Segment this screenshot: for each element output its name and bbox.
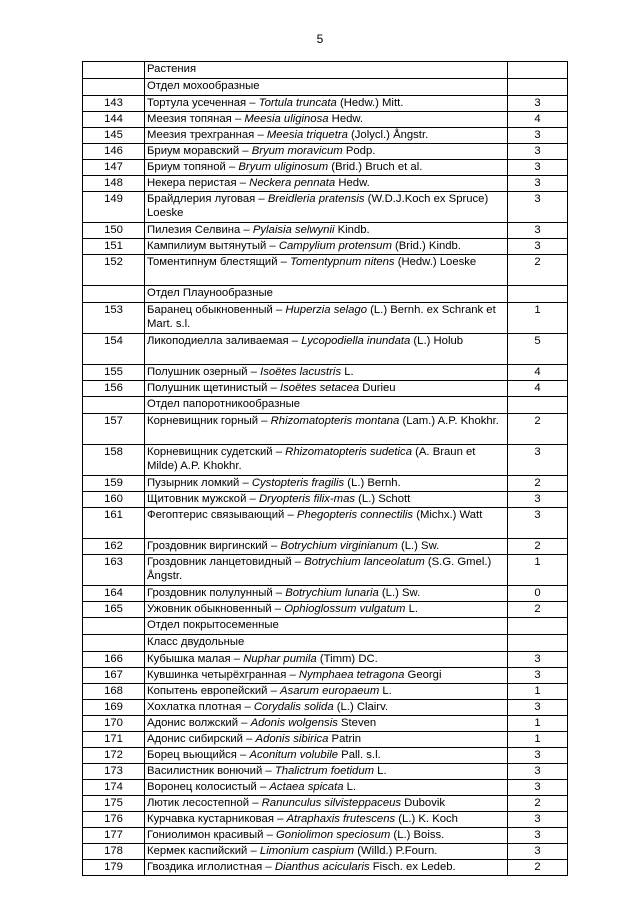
category-value: 2 [508,602,568,618]
latin-name: Bryum moravicum [251,145,343,157]
section-title [145,397,508,414]
species-name [145,748,508,764]
row-number: 173 [83,764,145,780]
category-value: 3 [508,445,568,476]
row-number: 147 [83,160,145,176]
latin-name: Tomentypnum nitens [290,256,395,268]
name-text: Меезия трехгранная – [147,129,267,141]
category-value: 2 [508,255,568,286]
table-row [83,764,568,780]
name-text: Отдел покрытосеменные [147,619,279,631]
species-name [145,780,508,796]
species-name [145,223,508,239]
row-number [83,397,145,414]
latin-name: Rhizomatopteris montana [270,415,400,427]
name-text: (Lam.) A.P. Khokhr. [399,415,499,427]
name-text: (Jolycl.) Ångstr. [347,129,429,141]
latin-name: Bryum uliginosum [238,161,329,173]
category-value: 1 [508,684,568,700]
species-name [145,239,508,255]
name-text: Томентипнум блестящий – [147,256,291,268]
name-text: Бриум моравский – [147,145,252,157]
category-value [508,286,568,303]
species-name [145,160,508,176]
latin-name: Botrychium lanceolatum [304,556,425,568]
name-text: (S.G. Gmel.) Ångstr. [147,556,492,582]
species-name [145,445,508,476]
name-text: Hedw. [328,113,364,125]
row-number: 158 [83,445,145,476]
name-text: L. [374,765,387,777]
name-text: Лютик лесостепной – [147,797,262,809]
name-text: (Michx.) Watt [413,509,483,521]
name-text: Фегоптерис связывающий – [147,509,297,521]
row-number: 151 [83,239,145,255]
species-name [145,860,508,876]
category-value: 1 [508,555,568,586]
species-name [145,828,508,844]
table-row [83,844,568,860]
species-name [145,812,508,828]
category-value: 3 [508,239,568,255]
table-row [83,239,568,255]
latin-name: Actaea spicata [269,781,344,793]
row-number: 146 [83,144,145,160]
name-text: Гвоздика иглолистная – [147,861,275,873]
category-value: 2 [508,539,568,555]
category-value: 3 [508,812,568,828]
name-text: Пилезия Селвина – [147,224,253,236]
category-value: 5 [508,334,568,365]
table-row [83,365,568,381]
row-number: 171 [83,732,145,748]
name-text: Отдел мохообразные [147,80,260,92]
name-text: Борец вьющийся – [147,749,250,761]
latin-name: Goniolimon speciosum [276,829,391,841]
row-number: 176 [83,812,145,828]
name-text: Корневищник судетский – [147,446,286,458]
latin-name: Meesia triquetra [266,129,348,141]
name-text: (L.) Holub [410,335,464,347]
name-text: Василистник вонючий – [147,765,275,777]
latin-name: Limonium caspium [259,845,355,857]
name-text: (L.) Schott [355,493,411,505]
name-text: L. [379,685,392,697]
species-name [145,192,508,223]
row-number: 168 [83,684,145,700]
name-text: Podp. [342,145,376,157]
name-text: Гроздовник виргинский – [147,540,281,552]
row-number: 177 [83,828,145,844]
row-number: 174 [83,780,145,796]
species-name [145,555,508,586]
table-row [83,586,568,602]
species-name [145,96,508,112]
table-row [83,128,568,144]
category-value [508,635,568,652]
category-value: 3 [508,652,568,668]
section-header-row [83,79,568,96]
table-row [83,255,568,286]
category-value: 3 [508,844,568,860]
category-value: 3 [508,128,568,144]
category-value: 4 [508,381,568,397]
table-row [83,539,568,555]
name-text: Hedw. [335,177,370,189]
category-value: 2 [508,860,568,876]
name-text: (Brid.) Bruch et al. [328,161,423,173]
name-text: Гроздовник полулунный – [147,587,286,599]
row-number: 178 [83,844,145,860]
latin-name: Breidleria pratensis [267,193,365,205]
name-text: (L.) Clairv. [333,701,389,713]
latin-name: Botrychium virginianum [280,540,398,552]
name-text: (L.) Bernh. ex Schrank et Mart. s.l. [147,304,496,330]
species-name [145,112,508,128]
name-text: Меезия топяная – [147,113,245,125]
latin-name: Thalictrum foetidum [274,765,375,777]
species-name [145,732,508,748]
name-text: Fisch. ex Ledeb. [369,861,456,873]
table-row [83,860,568,876]
latin-name: Adonis sibirica [255,733,329,745]
name-text: L. [341,366,354,378]
category-value: 3 [508,780,568,796]
species-name [145,414,508,445]
category-value: 3 [508,176,568,192]
row-number: 161 [83,508,145,539]
latin-name: Meesia uliginosa [244,113,329,125]
name-text: Бриум топяной – [147,161,239,173]
name-text: Kindb. [334,224,370,236]
species-name [145,539,508,555]
name-text: Steven [337,717,377,729]
species-name [145,684,508,700]
table-row [83,192,568,223]
name-text: Durieu [359,382,396,394]
name-text: Растения [147,63,197,75]
category-value: 3 [508,828,568,844]
table-row [83,780,568,796]
table-row [83,223,568,239]
category-value: 3 [508,508,568,539]
latin-name: Adonis wolgensis [250,717,338,729]
latin-name: Dryopteris filix-mas [258,493,356,505]
name-text: Хохлатка плотная – [147,701,254,713]
row-number: 170 [83,716,145,732]
row-number: 159 [83,476,145,492]
row-number [83,62,145,79]
latin-name: Neckera pennata [249,177,336,189]
section-header-row [83,635,568,652]
latin-name: Pylaisia selwynii [252,224,335,236]
row-number: 152 [83,255,145,286]
table-row [83,684,568,700]
table-row [83,492,568,508]
species-name [145,144,508,160]
latin-name: Isoëtes lacustris [260,366,342,378]
table-row [83,508,568,539]
category-value: 3 [508,668,568,684]
name-text: Баранец обыкновенный – [147,304,286,316]
name-text: Копытень европейский – [147,685,281,697]
row-number: 154 [83,334,145,365]
latin-name: Botrychium lunaria [285,587,379,599]
name-text: Patrin [328,733,362,745]
name-text: Pall. s.l. [338,749,381,761]
name-text: Адонис сибирский – [147,733,256,745]
row-number: 166 [83,652,145,668]
species-name [145,334,508,365]
row-number: 157 [83,414,145,445]
name-text: Georgi [404,669,442,681]
species-name [145,381,508,397]
name-text: Ужовник обыкновенный – [147,603,285,615]
table-row [83,716,568,732]
category-value [508,79,568,96]
row-number: 164 [83,586,145,602]
section-title [145,635,508,652]
section-header-row [83,618,568,635]
section-header-row [83,397,568,414]
category-value: 3 [508,492,568,508]
name-text: (Hedw.) Mitt. [336,97,404,109]
category-value: 1 [508,716,568,732]
row-number: 144 [83,112,145,128]
table-row [83,796,568,812]
species-name [145,764,508,780]
category-value: 1 [508,732,568,748]
name-text: (L.) Boiss. [390,829,445,841]
row-number: 145 [83,128,145,144]
table-row [83,602,568,618]
category-value: 3 [508,192,568,223]
latin-name: Huperzia selago [285,304,367,316]
species-table-body [83,62,568,876]
category-value: 2 [508,796,568,812]
table-row [83,303,568,334]
species-name [145,255,508,286]
row-number: 169 [83,700,145,716]
latin-name: Nymphaea tetragona [298,669,405,681]
name-text: Кувшинка четырёхгранная – [147,669,299,681]
name-text: Полушник озерный – [147,366,261,378]
latin-name: Ranunculus silvisteppaceus [261,797,402,809]
species-name [145,128,508,144]
row-number [83,635,145,652]
name-text: (Brid.) Kindb. [391,240,461,252]
name-text: (L.) Bernh. [344,477,401,489]
row-number [83,618,145,635]
species-name [145,176,508,192]
name-text: Брайдлерия луговая – [147,193,268,205]
species-name [145,586,508,602]
name-text: (L.) K. Koch [395,813,458,825]
species-name [145,668,508,684]
species-table [82,61,568,876]
name-text: Отдел Плаунообразные [147,287,273,299]
table-row [83,555,568,586]
name-text: Гониолимон красивый – [147,829,277,841]
section-title [145,618,508,635]
table-row [83,381,568,397]
name-text: Ликоподиелла заливаемая – [147,335,302,347]
category-value: 1 [508,303,568,334]
category-value: 4 [508,112,568,128]
species-name [145,492,508,508]
row-number: 179 [83,860,145,876]
name-text: (Timm) DC. [316,653,378,665]
table-row [83,476,568,492]
name-text: Тортула усеченная – [147,97,259,109]
category-value: 3 [508,96,568,112]
category-value [508,618,568,635]
latin-name: Phegopteris connectilis [296,509,414,521]
row-number: 148 [83,176,145,192]
row-number: 149 [83,192,145,223]
table-row [83,445,568,476]
row-number [83,79,145,96]
name-text: (L.) Sw. [397,540,440,552]
table-row [83,96,568,112]
table-row [83,668,568,684]
latin-name: Tortula truncata [258,97,337,109]
species-name [145,508,508,539]
name-text: (A. Braun et Milde) A.P. Khokhr. [147,446,476,472]
name-text: (Willd.) P.Fourn. [354,845,438,857]
row-number: 150 [83,223,145,239]
row-number: 165 [83,602,145,618]
name-text: Кермек каспийский – [147,845,260,857]
table-row [83,748,568,764]
name-text: Кампилиум вытянутый – [147,240,279,252]
latin-name: Dianthus acicularis [274,861,370,873]
table-row [83,334,568,365]
latin-name: Aconitum volubile [249,749,339,761]
name-text: Полушник щетинистый – [147,382,281,394]
name-text: Корневищник горный – [147,415,271,427]
category-value: 2 [508,476,568,492]
species-name [145,602,508,618]
category-value: 3 [508,748,568,764]
category-value: 4 [508,365,568,381]
row-number: 167 [83,668,145,684]
row-number: 160 [83,492,145,508]
species-name [145,796,508,812]
latin-name: Corydalis solida [253,701,334,713]
row-number [83,286,145,303]
name-text: Некера перистая – [147,177,250,189]
latin-name: Ophioglossum vulgatum [284,603,406,615]
name-text: L. [405,603,418,615]
category-value [508,62,568,79]
category-value: 3 [508,764,568,780]
category-value: 2 [508,414,568,445]
species-name [145,303,508,334]
page-number: 5 [316,32,324,46]
row-number: 163 [83,555,145,586]
species-name [145,716,508,732]
table-row [83,176,568,192]
name-text: (Hedw.) Loeske [394,256,477,268]
section-title [145,62,508,79]
name-text: Пузырник ломкий – [147,477,252,489]
name-text: Адонис волжский – [147,717,251,729]
table-row [83,828,568,844]
row-number: 175 [83,796,145,812]
category-value: 3 [508,223,568,239]
table-row [83,414,568,445]
table-row [83,812,568,828]
name-text: Кубышка малая – [147,653,244,665]
category-value [508,397,568,414]
latin-name: Nuphar pumila [243,653,317,665]
species-name [145,700,508,716]
latin-name: Isoëtes setacea [280,382,360,394]
section-title [145,79,508,96]
category-value: 0 [508,586,568,602]
latin-name: Campylium protensum [278,240,392,252]
latin-name: Asarum europaeum [280,685,380,697]
name-text: Воронец колосистый – [147,781,270,793]
name-text: Щитовник мужской – [147,493,259,505]
table-row [83,160,568,176]
latin-name: Lycopodiella inundata [301,335,411,347]
section-header-row [83,62,568,79]
table-row [83,732,568,748]
section-title [145,286,508,303]
table-row [83,700,568,716]
category-value: 3 [508,160,568,176]
species-name [145,844,508,860]
name-text: Отдел папоротникообразные [147,398,301,410]
row-number: 162 [83,539,145,555]
latin-name: Atraphaxis frutescens [286,813,396,825]
row-number: 143 [83,96,145,112]
latin-name: Cystopteris fragilis [251,477,345,489]
name-text: Курчавка кустарниковая – [147,813,287,825]
name-text: (W.D.J.Koch ex Spruce) Loeske [147,193,489,219]
row-number: 155 [83,365,145,381]
table-row [83,652,568,668]
row-number: 172 [83,748,145,764]
name-text: Гроздовник ланцетовидный – [147,556,305,568]
name-text: Dubovik [401,797,445,809]
row-number: 153 [83,303,145,334]
table-row [83,144,568,160]
species-name [145,476,508,492]
table-row [83,112,568,128]
latin-name: Rhizomatopteris sudetica [285,446,412,458]
section-header-row [83,286,568,303]
name-text: Класс двудольные [147,636,245,648]
name-text: L. [343,781,357,793]
category-value: 3 [508,144,568,160]
name-text: (L.) Sw. [378,587,421,599]
row-number: 156 [83,381,145,397]
category-value: 3 [508,700,568,716]
species-name [145,365,508,381]
species-name [145,652,508,668]
